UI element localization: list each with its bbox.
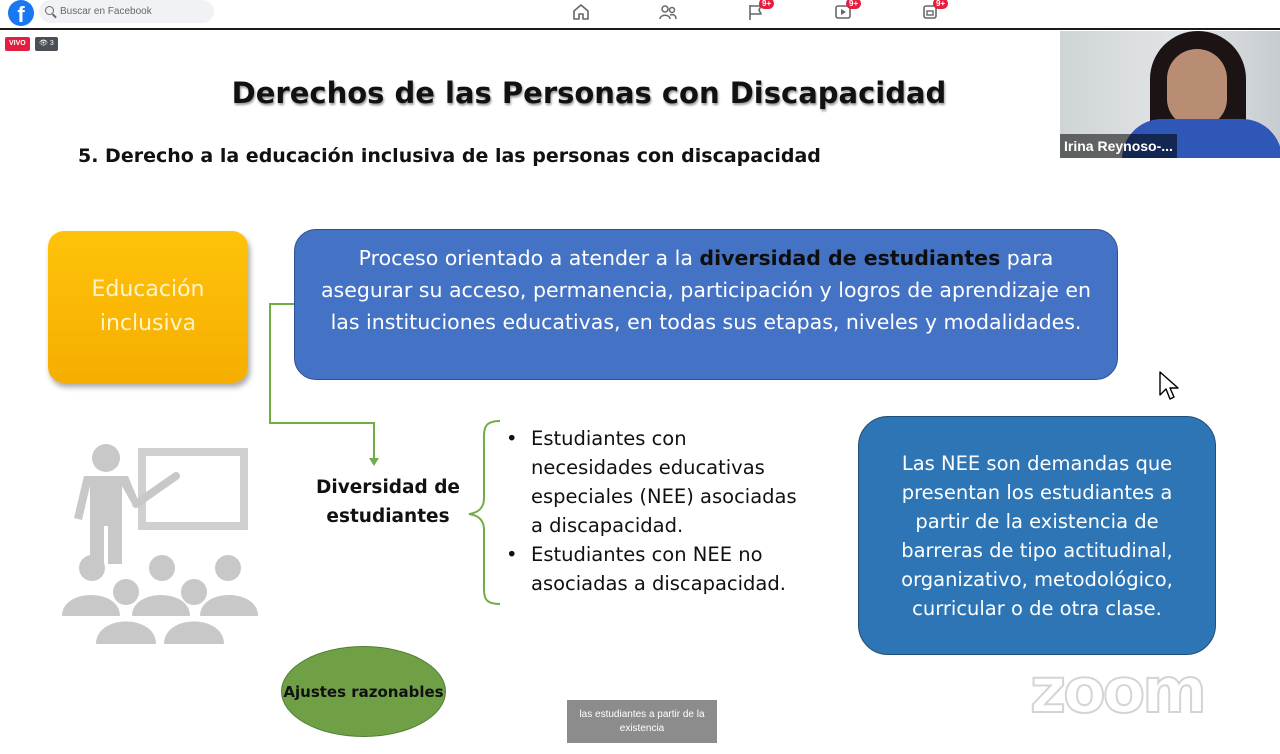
nav-gaming-button[interactable] (911, 0, 951, 28)
search-placeholder: Buscar en Facebook (60, 6, 152, 17)
nav-pages-badge: 9+ (759, 0, 774, 9)
nav-home-button[interactable] (562, 0, 602, 28)
nav-watch-button[interactable] (824, 0, 864, 28)
educacion-inclusiva-box: Educación inclusiva (48, 231, 248, 383)
curly-brace (466, 418, 506, 608)
slide-subtitle: 5. Derecho a la educación inclusiva de las personas con discapacidad (78, 145, 821, 167)
live-badge: VIVO (5, 37, 30, 51)
diversidad-label: Diversidad de estudiantes (316, 477, 460, 527)
eye-icon: 👁 (39, 40, 48, 47)
friends-icon (659, 3, 677, 21)
facebook-top-bar (0, 0, 1280, 30)
process-definition-box (294, 229, 1118, 380)
process-text-after: para asegurar su acceso, permanencia, participación y logros de aprendizaje en las instituciones educativas, en todas sus etapas, niveles y modalidades. (320, 246, 1091, 334)
bullet-item: • Estudiantes con necesidades educativas especiales (NEE) asociadas a discapacidad. (506, 424, 806, 540)
participant-name: Irina Reynoso-... (1060, 134, 1177, 158)
mouse-cursor-icon (1158, 370, 1180, 402)
zoom-watermark-text: zoom (1030, 662, 1204, 720)
live-caption: las estudiantes a partir de la existencia (567, 700, 717, 743)
diversity-bullet-list (506, 424, 806, 598)
home-icon (572, 3, 590, 21)
nav-pages-button[interactable] (737, 0, 777, 28)
viewer-count-value: 3 (49, 40, 54, 47)
zoom-watermark-logo (1030, 662, 1240, 720)
nee-definition-box: Las NEE son demandas que presentan los estudiantes a partir de la existencia de barreras de tipo actitudinal, organizativo, metodológico, curricular o de otra clase. (858, 416, 1216, 655)
teacher-classroom-icon (58, 440, 258, 646)
slide-title: Derechos de las Personas con Discapacidad (231, 76, 947, 110)
nav-friends-button[interactable] (649, 0, 689, 28)
elbow-connector-arrow (266, 300, 386, 470)
nav-watch-badge: 9+ (846, 0, 861, 9)
search-icon (45, 6, 54, 15)
webcam-thumbnail[interactable] (1060, 31, 1280, 158)
presenter-face (1167, 49, 1227, 127)
facebook-logo-icon[interactable]: f (8, 0, 34, 26)
ajustes-razonables-ellipse: Ajustes razonables (281, 646, 446, 737)
process-text-before: Proceso orientado a atender a la (358, 246, 700, 270)
bullet-item: • Estudiantes con NEE no asociadas a discapacidad. (506, 540, 806, 598)
nav-gaming-badge: 9+ (933, 0, 948, 9)
viewer-count (35, 37, 58, 51)
process-text-highlight: diversidad de estudiantes (699, 246, 1001, 270)
facebook-search-input[interactable] (39, 0, 214, 23)
